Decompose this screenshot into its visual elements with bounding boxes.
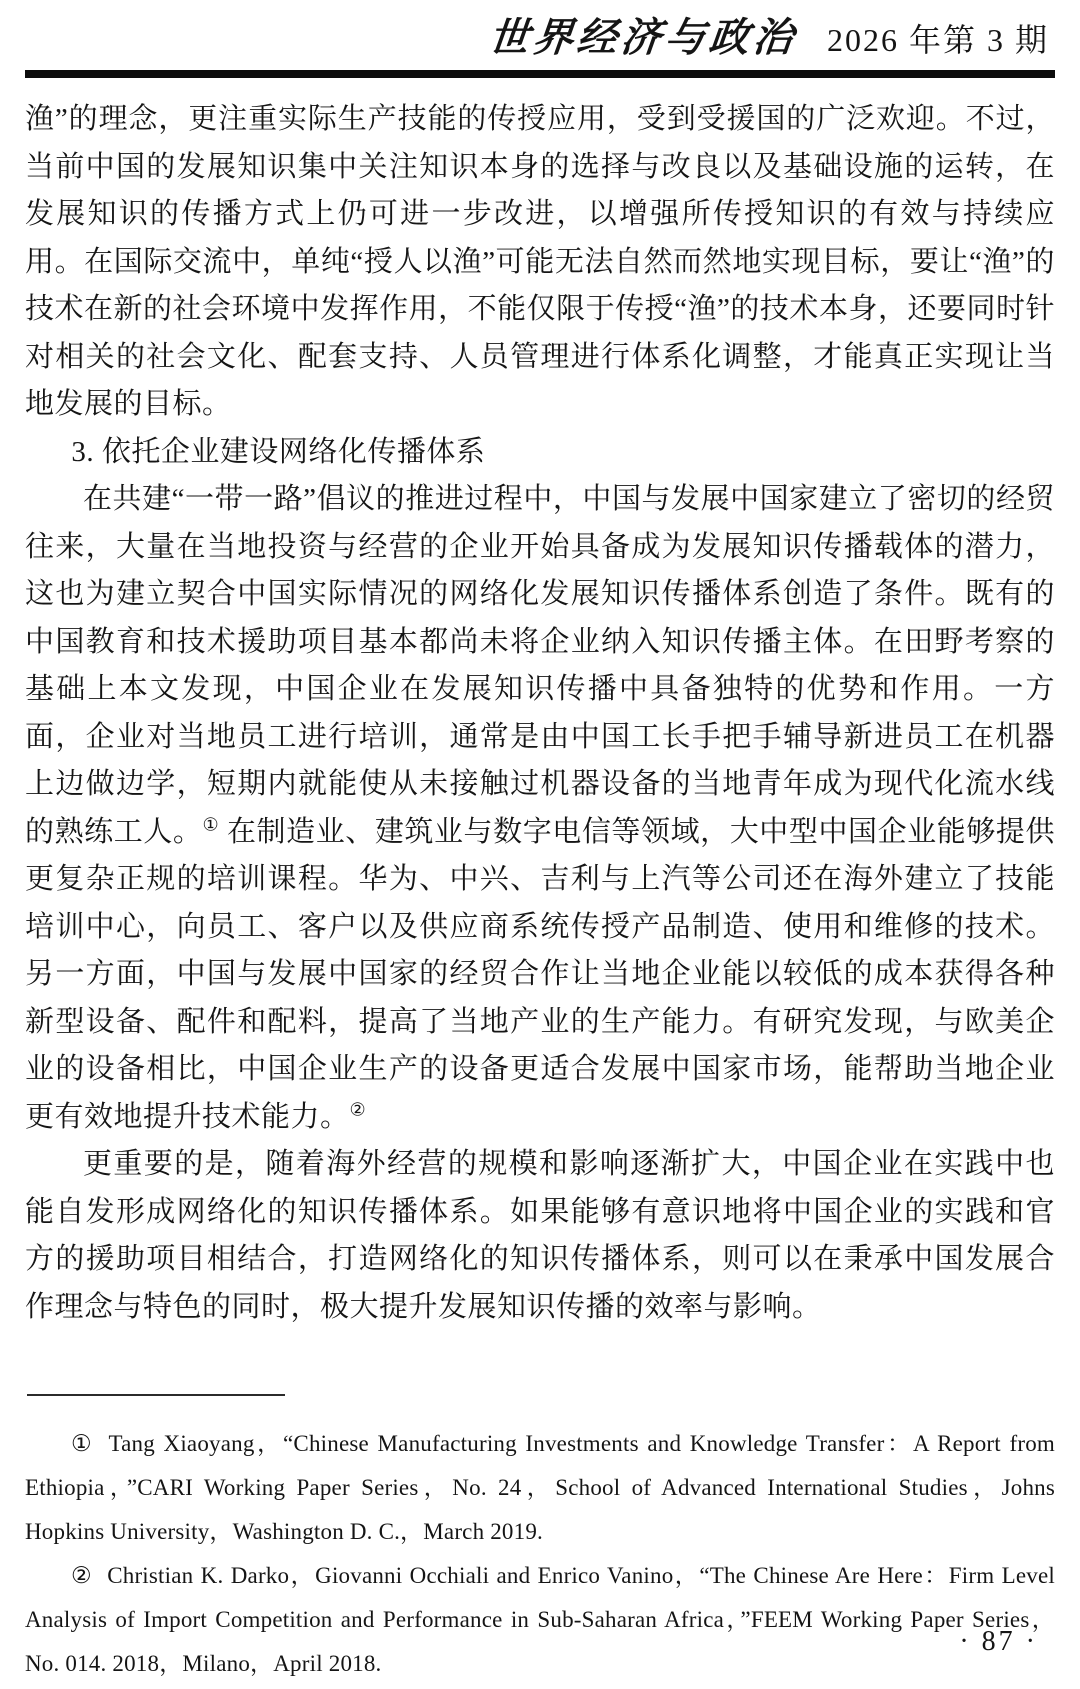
footnote-text: Tang Xiaoyang，“Chinese Manufacturing Investments and Knowledge Transfer：A Report from Ethiopia，”CARI Working Paper Series，No. 24，School of Advanced International Studies，Johns Hopkins University，Washington D. C.，March 2019. [25, 1431, 1055, 1544]
text-run: 在共建“一带一路”倡议的推进过程中，中国与发展中国家建立了密切的经贸往来，大量在当地投资与经营的企业开始具备成为发展知识传播载体的潜力，这也为建立契合中国实际情况的网络化发展知识传播体系创造了条件。既有的中国教育和技术援助项目基本都尚未将企业纳入知识传播主体。在田野考察的基础上本文发现，中国企业在发展知识传播中具备独特的优势和作用。一方面，企业对当地员工进行培训，通常是由中国工长手把手辅导新进员工在机器上边做边学，短期内就能使从未接触过机器设备的当地青年成为现代化流水线的熟练工人。 [25, 483, 1055, 848]
footnote-marker: ② [71, 1563, 94, 1588]
section-heading [25, 429, 1055, 477]
footnote-marker: ① [71, 1431, 95, 1456]
footnote-separator [27, 1394, 285, 1396]
article-body [25, 96, 1055, 1331]
page-number: · 87 · [959, 1626, 1038, 1657]
text-run: 更重要的是，随着海外经营的规模和影响逐渐扩大，中国企业在实践中也能自发形成网络化的知识传播体系。如果能够有意识地将中国企业的实践和官方的援助项目相结合，打造网络化的知识传播体系，则可以在秉承中国发展合作理念与特色的同时，极大提升发展知识传播的效率与影响。 [25, 1148, 1055, 1323]
footnote-area [25, 1394, 1055, 1686]
footnote [25, 1422, 1055, 1554]
header-rule [25, 70, 1055, 78]
footnote-reference: ② [349, 1098, 367, 1119]
footnotes-list [25, 1422, 1055, 1686]
journal-name-logo: 世界经济与政治 [486, 15, 800, 60]
footnote [25, 1554, 1055, 1686]
text-run: 在制造业、建筑业与数字电信等领域，大中型中国企业能够提供更复杂正规的培训课程。华为、中兴、吉利与上汽等公司还在海外建立了技能培训中心，向员工、客户以及供应商系统传授产品制造、使用和维修的技术。另一方面，中国与发展中国家的经贸合作让当地企业能以较低的成本获得各种新型设备、配件和配料，提高了当地产业的生产能力。有研究发现，与欧美企业的设备相比，中国企业生产的设备更适合发展中国家市场，能帮助当地企业更有效地提升技术能力。 [25, 815, 1055, 1133]
text-run: 3. 依托企业建设网络化传播体系 [71, 435, 486, 468]
issue-label: 2026 年第 3 期 [826, 22, 1049, 58]
page-header [25, 12, 1055, 66]
paragraph [25, 1141, 1055, 1331]
paragraph [25, 476, 1055, 1141]
text-run: 渔”的理念，更注重实际生产技能的传授应用，受到受援国的广泛欢迎。不过，当前中国的发展知识集中关注知识本身的选择与改良以及基础设施的运转，在发展知识的传播方式上仍可进一步改进，以增强所传授知识的有效与持续应用。在国际交流中，单纯“授人以渔”可能无法自然而然地实现目标，要让“渔”的技术在新的社会环境中发挥作用，不能仅限于传授“渔”的技术本身，还要同时针对相关的社会文化、配套支持、人员管理进行体系化调整，才能真正实现让当地发展的目标。 [25, 103, 1055, 420]
paragraph [25, 96, 1055, 429]
footnote-text: Christian K. Darko，Giovanni Occhiali and Enrico Vanino，“The Chinese Are Here：Firm Level Analysis of Import Competition and Performance in Sub-Saharan Africa，”FEEM Working Paper Series，No. 014. 2018，Milano，April 2018. [25, 1563, 1055, 1676]
footnote-reference: ① [202, 813, 220, 834]
